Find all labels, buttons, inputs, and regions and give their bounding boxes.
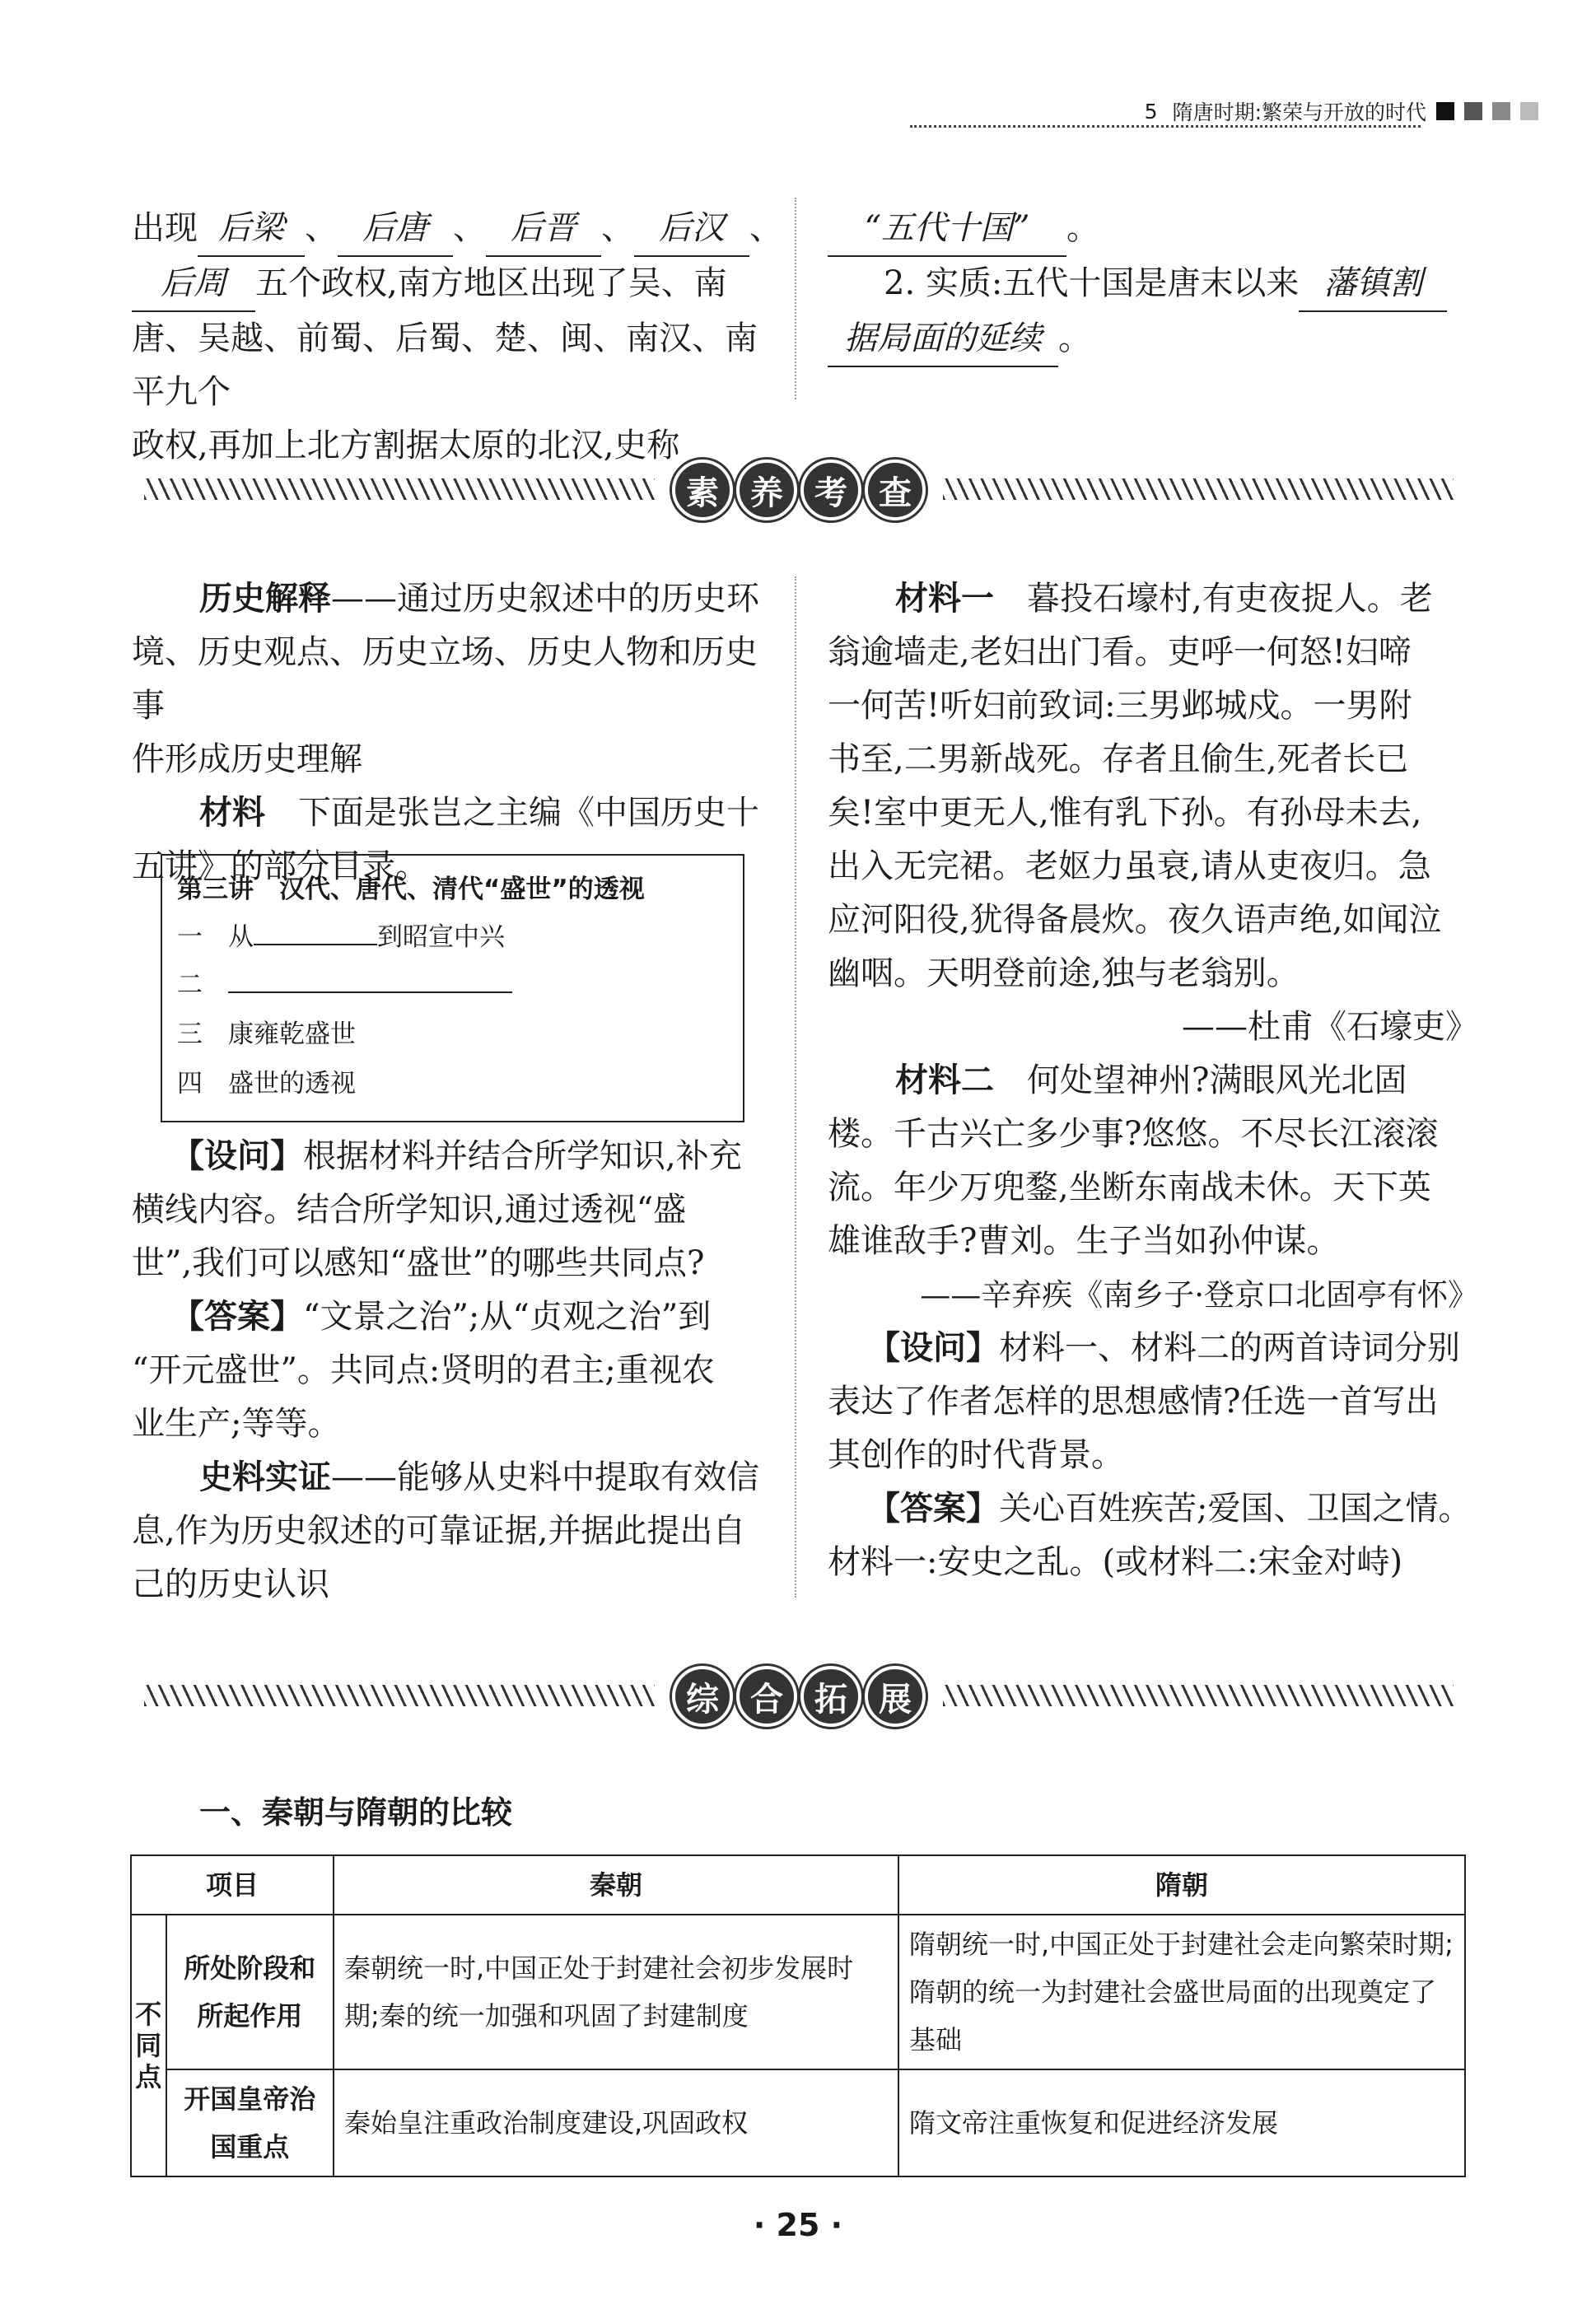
banner-title [655, 457, 943, 523]
right-column [828, 572, 1478, 1589]
section-banner-literacy [144, 457, 1454, 523]
hatch-decoration [144, 1685, 655, 1706]
intro-text: 2. 实质:五代十国是唐末以来 [884, 264, 1300, 302]
table-header-cell: 项目 [131, 1855, 334, 1915]
paragraph-text: ——能够从史料中提取有效信 [331, 1458, 759, 1496]
sep: 、 [453, 209, 486, 247]
banner-char: 查 [865, 460, 926, 520]
table-header-cell: 隋朝 [898, 1855, 1465, 1915]
material-label: 材料二 [895, 1061, 994, 1099]
intro-right [828, 202, 1478, 367]
banner-char: 展 [865, 1666, 926, 1727]
intro-text: 唐、吴越、前蜀、后蜀、楚、闽、南汉、南平九个 [132, 320, 758, 411]
banner-char: 拓 [800, 1666, 861, 1727]
poem-line: 出入无完裙。老妪力虽衰,请从吏夜归。急 [828, 847, 1431, 885]
header-block-icon [1436, 102, 1454, 120]
section-title: 一、秦朝与隋朝的比较 [199, 1794, 513, 1831]
toc-num: 二 [177, 970, 203, 1000]
toc-num: 三 [177, 1019, 203, 1049]
paragraph-text: “开元盛世”。共同点:贤明的君主;重视农 [132, 1351, 715, 1389]
paragraph-text: 横线内容。结合所学知识,通过透视“盛 [132, 1191, 687, 1229]
poem-line: 暮投石壕村,有吏夜捉人。老 [1027, 580, 1433, 618]
table-header-cell: 秦朝 [334, 1855, 898, 1915]
intro-text: 。 [1066, 209, 1099, 247]
table-cell: 隋朝统一时,中国正处于封建社会走向繁荣时期;隋朝的统一为封建社会盛世局面的出现奠定了基础 [898, 1915, 1465, 2069]
paragraph-text: 业生产;等等。 [132, 1405, 341, 1443]
paragraph-text: “文景之治”;从“贞观之治”到 [303, 1298, 712, 1336]
poem-line: 何处望神州?满眼风光北固 [1027, 1061, 1407, 1099]
toc-row [177, 1010, 356, 1058]
paragraph-text: 世”,我们可以感知“盛世”的哪些共同点? [132, 1244, 705, 1282]
intro-text: 出现 [132, 209, 198, 247]
banner-char: 养 [736, 460, 797, 520]
blank-answer: 后晋 [486, 202, 601, 257]
comparison-table [130, 1854, 1466, 2177]
term-label: 史料实证 [199, 1458, 331, 1496]
group-label: 不同点 [131, 1915, 166, 2176]
poem-line: 书至,二男新战死。存者且偷生,死者长已 [828, 740, 1409, 778]
paragraph-text: 根据材料并结合所学知识,补充 [303, 1137, 742, 1175]
material-label: 材料一 [895, 580, 994, 618]
blank-answer: 后梁 [198, 202, 305, 257]
banner-char: 素 [672, 460, 733, 520]
blank-answer: 后唐 [338, 202, 453, 257]
poem-source: ——辛弃疾《南乡子·登京口北固亭有怀》 [920, 1277, 1478, 1313]
toc-text: 从 [228, 922, 254, 952]
paragraph-text: 境、历史观点、历史立场、历史人物和历史事 [132, 633, 758, 725]
term-label: 历史解释 [199, 580, 331, 618]
poem-line: 一何苦!听妇前致词:三男邺城戍。一男附 [828, 687, 1412, 725]
left-question-answer [132, 1130, 774, 1612]
table-cell: 秦朝统一时,中国正处于封建社会初步发展时期;秦的统一加强和巩固了封建制度 [334, 1915, 898, 2069]
banner-char: 合 [736, 1666, 797, 1727]
poem-line: 应河阳役,犹得备晨炊。夜久语声绝,如闻泣 [828, 901, 1442, 939]
blank-answer: 藩镇割 [1299, 257, 1447, 312]
row-label: 开国皇帝治国重点 [166, 2069, 334, 2176]
banner-title [655, 1663, 943, 1729]
paragraph-text: 关心百姓疾苦;爱国、卫国之情。 [999, 1490, 1472, 1528]
left-column [132, 572, 774, 893]
column-divider [795, 198, 796, 399]
blank-answer: 后汉 [634, 202, 749, 257]
sep: 、 [305, 209, 338, 247]
toc-blank [254, 944, 377, 945]
paragraph-text: 息,作为历史叙述的可靠证据,并据此提出自 [132, 1512, 746, 1550]
sep: 、 [749, 209, 782, 247]
poem-line: 翁逾墙走,老妇出门看。吏呼一何怒!妇啼 [828, 633, 1412, 671]
toc-row [177, 913, 505, 961]
intro-text: 五个政权,南方地区出现了吴、南 [255, 264, 727, 302]
poem-line: 流。年少万兜鍪,坐断东南战未休。天下英 [828, 1169, 1431, 1206]
toc-blank [228, 991, 512, 993]
hatch-decoration [943, 1685, 1454, 1706]
intro-left [132, 202, 782, 473]
intro-text: 。 [1058, 320, 1091, 357]
poem-line: 楼。千古兴亡多少事?悠悠。不尽长江滚滚 [828, 1115, 1439, 1153]
question-label: 【设问】 [867, 1329, 999, 1367]
blank-answer: 后周 [132, 257, 255, 312]
banner-char: 考 [800, 460, 861, 520]
hatch-decoration [144, 478, 655, 500]
table-cell: 隋文帝注重恢复和促进经济发展 [898, 2069, 1465, 2176]
toc-text: 到昭宣中兴 [377, 922, 505, 952]
paragraph-text: 件形成历史理解 [132, 740, 362, 778]
toc-row [177, 961, 512, 1009]
table-row [131, 1915, 1465, 2069]
paragraph-text: 其创作的时代背景。 [828, 1436, 1124, 1474]
banner-char: 综 [672, 1666, 733, 1727]
paragraph-text: 己的历史认识 [132, 1565, 329, 1603]
table-header-row [131, 1855, 1465, 1915]
toc-num: 四 [177, 1069, 203, 1099]
hatch-decoration [943, 478, 1454, 500]
row-label: 所处阶段和所起作用 [166, 1915, 334, 2069]
intro-text: 政权,再加上北方割据太原的北汉,史称 [132, 427, 680, 464]
table-row [131, 2069, 1465, 2176]
page-number: · 25 · [753, 2207, 843, 2243]
toc-title: 第三讲 汉代、唐代、清代“盛世”的透视 [177, 875, 645, 904]
header-block-icon [1492, 102, 1510, 120]
answer-label: 【答案】 [867, 1490, 999, 1528]
section-banner-extension [144, 1663, 1454, 1729]
paragraph-text: 下面是张岂之主编《中国历史十 [298, 794, 759, 832]
blank-answer: “五代十国” [828, 202, 1066, 257]
material-label: 材料 [199, 794, 265, 832]
column-divider [795, 576, 796, 1598]
paragraph-text: 五讲》的部分目录。 [132, 847, 428, 885]
chapter-number: 5 [1144, 99, 1158, 124]
poem-source: ——杜甫《石壕吏》 [1182, 1008, 1478, 1046]
paragraph-text: 材料一:安史之乱。(或材料二:宋金对峙) [828, 1543, 1403, 1581]
header-rule [910, 125, 1421, 128]
toc-text: 盛世的透视 [228, 1069, 356, 1099]
question-label: 【设问】 [171, 1137, 303, 1175]
toc-row [177, 1060, 356, 1108]
header-block-icon [1464, 102, 1482, 120]
paragraph-text: 表达了作者怎样的思想感情?任选一首写出 [828, 1383, 1439, 1421]
paragraph-text: 材料一、材料二的两首诗词分别 [999, 1329, 1460, 1367]
poem-line: 雄谁敌手?曹刘。生子当如孙仲谋。 [828, 1222, 1340, 1260]
sep: 、 [601, 209, 634, 247]
toc-num: 一 [177, 922, 203, 952]
paragraph-text: ——通过历史叙述中的历史环 [331, 580, 759, 618]
chapter-title: 隋唐时期:繁荣与开放的时代 [1172, 100, 1426, 124]
toc-text: 康雍乾盛世 [228, 1019, 356, 1049]
answer-label: 【答案】 [171, 1298, 303, 1336]
header-block-icon [1520, 102, 1538, 120]
blank-answer: 据局面的延续 [828, 312, 1058, 367]
poem-line: 幽咽。天明登前途,独与老翁别。 [828, 954, 1300, 992]
table-of-contents-box [161, 854, 744, 1122]
poem-line: 矣!室中更无人,惟有乳下孙。有孙母未去, [828, 794, 1422, 832]
table-cell: 秦始皇注重政治制度建设,巩固政权 [334, 2069, 898, 2176]
